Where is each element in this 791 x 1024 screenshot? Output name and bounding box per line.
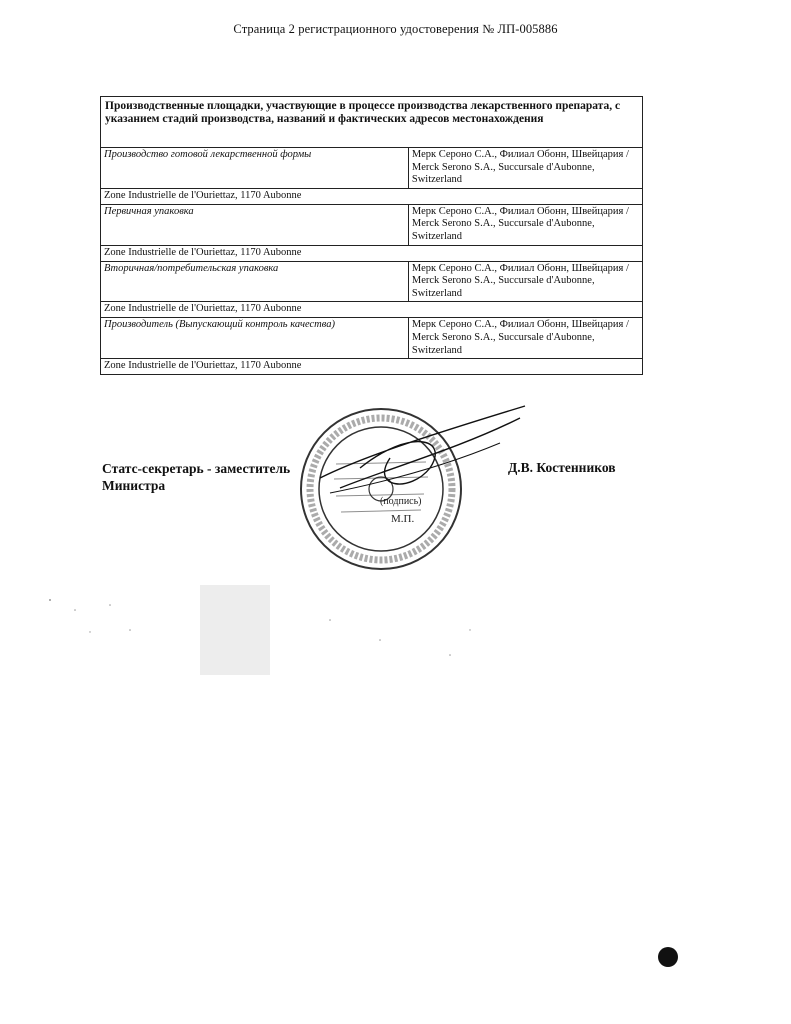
page-marker-dot xyxy=(658,947,678,967)
table-row xyxy=(101,204,643,245)
signatory-name: Д.В. Костенников xyxy=(508,460,616,475)
table-row-address xyxy=(101,359,643,375)
signatory-position: Статс-секретарь - заместитель Министра xyxy=(102,461,291,493)
page-title: Страница 2 регистрационного удостоверения № ЛП-005886 xyxy=(233,22,558,36)
table-row xyxy=(101,148,643,189)
table-heading: Производственные площадки, участвующие в процессе производства лекарственного препарата, с указанием стадий производства, названий и фактических адресов местонахождения xyxy=(101,97,643,148)
stage-cell: Вторичная/потребительская упаковка xyxy=(101,261,409,302)
firm-cell: Мерк Сероно С.А., Филиал Обонн, Швейцария / Merck Serono S.A., Succursale d'Aubonne, Switzerland xyxy=(408,318,642,359)
stage-cell: Первичная упаковка xyxy=(101,204,409,245)
address-cell: Zone Industrielle de l'Ouriettaz, 1170 Aubonne xyxy=(101,245,643,261)
firm-cell: Мерк Сероно С.А., Филиал Обонн, Швейцария / Merck Serono S.A., Succursale d'Aubonne, Switzerland xyxy=(408,261,642,302)
stage-cell: Производитель (Выпускающий контроль качества) xyxy=(101,318,409,359)
firm-cell: Мерк Сероно С.А., Филиал Обонн, Швейцария / Merck Serono S.A., Succursale d'Aubonne, Switzerland xyxy=(408,148,642,189)
stage-cell: Производство готовой лекарственной формы xyxy=(101,148,409,189)
firm-cell: Мерк Сероно С.А., Филиал Обонн, Швейцария / Merck Serono S.A., Succursale d'Aubonne, Switzerland xyxy=(408,204,642,245)
seal-caption: М.П. xyxy=(391,513,415,525)
table-row-address xyxy=(101,245,643,261)
scan-noise xyxy=(30,570,490,690)
address-cell: Zone Industrielle de l'Ouriettaz, 1170 Aubonne xyxy=(101,188,643,204)
signature-caption: (подпись) xyxy=(380,496,422,507)
address-cell: Zone Industrielle de l'Ouriettaz, 1170 Aubonne xyxy=(101,359,643,375)
table-row-address xyxy=(101,188,643,204)
table-heading-row xyxy=(101,97,643,148)
table-row xyxy=(101,261,643,302)
production-sites-table xyxy=(100,96,643,375)
table-row-address xyxy=(101,302,643,318)
table-row xyxy=(101,318,643,359)
address-cell: Zone Industrielle de l'Ouriettaz, 1170 Aubonne xyxy=(101,302,643,318)
